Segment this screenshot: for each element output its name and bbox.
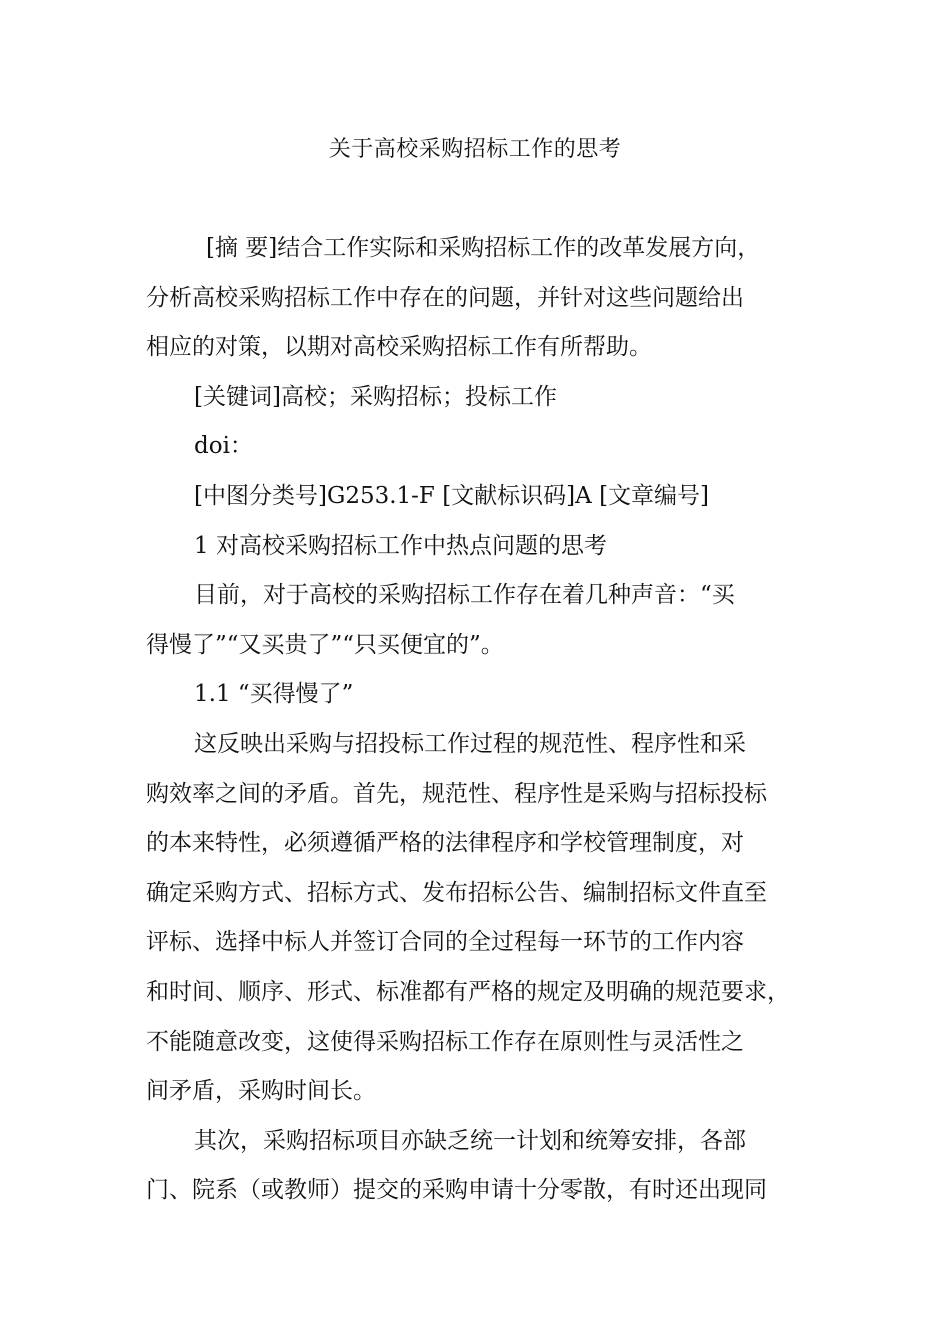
doi-line: [146, 422, 810, 472]
intro-line: 目前，对于高校的采购招标工作存在着几种声音：“买: [194, 582, 735, 609]
body-paragraph: [146, 1117, 810, 1216]
classification-line: [146, 472, 810, 522]
abstract-paragraph: [146, 224, 810, 373]
section-1-1-heading: 1.1 “买得慢了”: [194, 681, 354, 708]
paragraph-line: 的本来特性，必须遵循严格的法律程序和学校管理制度，对: [146, 830, 744, 857]
paragraph-line: 不能随意改变，这使得采购招标工作存在原则性与灵活性之: [146, 1028, 744, 1055]
document-body: [146, 224, 810, 1216]
subsection-heading: [146, 670, 810, 720]
paragraph-line: 其次，采购招标项目亦缺乏统一计划和统筹安排，各部: [194, 1127, 746, 1154]
paragraph-line: 确定采购方式、招标方式、发布招标公告、编制招标文件直至: [146, 879, 767, 906]
keywords-line: [146, 373, 810, 423]
paragraph-line: 这反映出采购与招投标工作过程的规范性、程序性和采: [194, 730, 746, 757]
intro-line: 得慢了”“又买贵了”“只买便宜的”。: [146, 631, 504, 658]
doi-text: doi：: [194, 433, 253, 460]
paragraph-line: 购效率之间的矛盾。首先，规范性、程序性是采购与招标投标: [146, 780, 767, 807]
section-heading: [146, 522, 810, 572]
paragraph-line: 评标、选择中标人并签订合同的全过程每一环节的工作内容: [146, 929, 744, 956]
abstract-line: 分析高校采购招标工作中存在的问题，并针对这些问题给出: [146, 284, 744, 311]
abstract-line: [摘 要]结合工作实际和采购招标工作的改革发展方向，: [206, 235, 761, 261]
keywords-text: [关键词]高校；采购招标；投标工作: [194, 383, 557, 410]
abstract-line: 相应的对策，以期对高校采购招标工作有所帮助。: [146, 334, 652, 361]
section-1-heading: 1 对高校采购招标工作中热点问题的思考: [194, 532, 607, 559]
intro-paragraph: [146, 571, 810, 670]
paragraph-line: 和时间、顺序、形式、标准都有严格的规定及明确的规范要求，: [146, 978, 790, 1005]
classification-text: [中图分类号]G253.1-F [文献标识码]A [文章编号]: [194, 482, 710, 509]
paragraph-line: 间矛盾，采购时间长。: [146, 1078, 376, 1105]
document-title: 关于高校采购招标工作的思考: [328, 137, 622, 162]
paragraph-line: 门、院系（或教师）提交的采购申请十分零散，有时还出现同: [146, 1177, 767, 1204]
body-paragraph: [146, 720, 810, 1117]
